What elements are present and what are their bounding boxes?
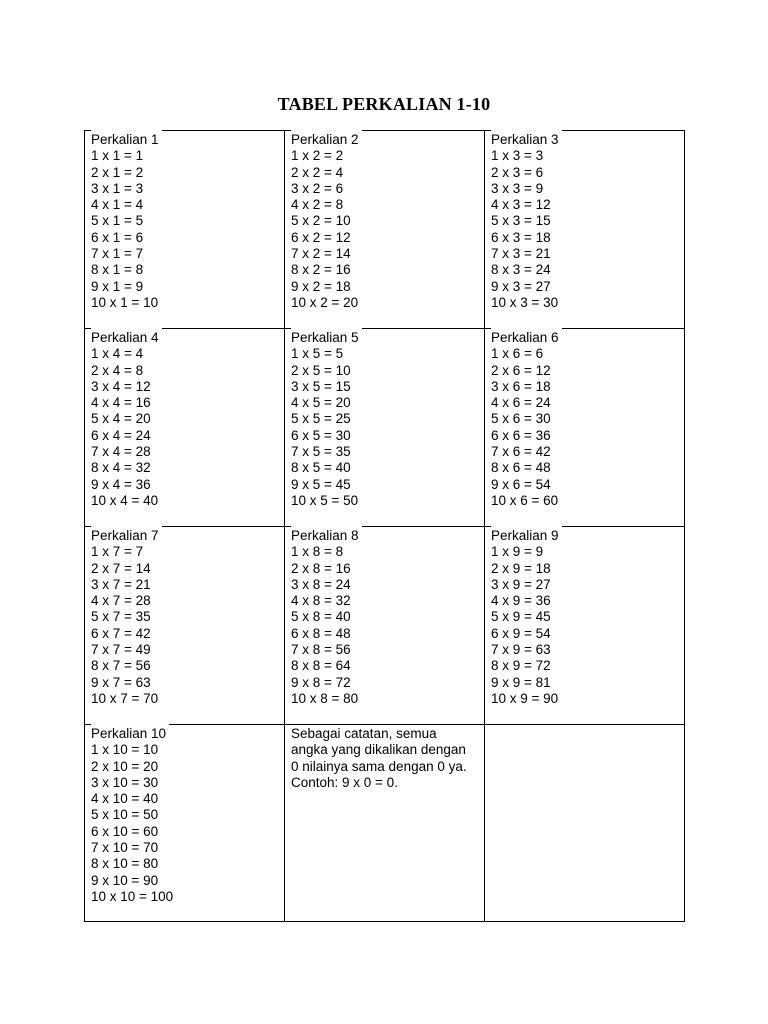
table-row: 5 x 7 = 35 <box>91 609 151 625</box>
table-row: 3 x 1 = 3 <box>91 180 144 196</box>
table-row: 5 x 2 = 10 <box>291 213 351 229</box>
table-row: 5 x 6 = 30 <box>491 411 551 427</box>
table-row: 1 x 6 = 6 <box>491 346 544 362</box>
table-row: 1 x 3 = 3 <box>491 148 544 164</box>
note-cell <box>285 725 485 921</box>
table-row: 8 x 9 = 72 <box>491 658 551 674</box>
table-row: 4 x 8 = 32 <box>291 593 351 609</box>
table-row: 3 x 7 = 21 <box>91 576 151 592</box>
table-row: 7 x 8 = 56 <box>291 642 351 658</box>
table-row: 10 x 4 = 40 <box>91 492 159 508</box>
table-heading: Perkalian 10 <box>91 724 169 742</box>
table-row: 4 x 2 = 8 <box>291 197 344 213</box>
table-row: 2 x 3 = 6 <box>491 164 544 180</box>
table-row: 6 x 1 = 6 <box>91 229 144 245</box>
table-row: 9 x 6 = 54 <box>491 476 551 492</box>
table-heading: Perkalian 2 <box>291 130 362 148</box>
table-row: 1 x 7 = 7 <box>91 544 144 560</box>
table-cell-perkalian-3 <box>485 131 684 329</box>
table-row: 4 x 3 = 12 <box>491 197 551 213</box>
empty-cell <box>485 725 684 921</box>
table-row: 2 x 4 = 8 <box>91 362 144 378</box>
table-row: 5 x 9 = 45 <box>491 609 551 625</box>
table-cell-perkalian-5 <box>285 329 485 527</box>
table-row: 10 x 6 = 60 <box>491 492 559 508</box>
table-row: 3 x 9 = 27 <box>491 576 551 592</box>
table-row: 9 x 7 = 63 <box>91 674 151 690</box>
table-row: 2 x 2 = 4 <box>291 164 344 180</box>
table-row: 7 x 3 = 21 <box>491 246 551 262</box>
table-row: 3 x 2 = 6 <box>291 180 344 196</box>
table-row: 3 x 5 = 15 <box>291 378 351 394</box>
table-row: 3 x 4 = 12 <box>91 378 151 394</box>
table-row: 4 x 1 = 4 <box>91 197 144 213</box>
table-row: 8 x 7 = 56 <box>91 658 151 674</box>
table-cell-perkalian-4 <box>85 329 285 527</box>
table-row: 8 x 2 = 16 <box>291 262 351 278</box>
table-row: 8 x 6 = 48 <box>491 460 551 476</box>
table-row: 2 x 1 = 2 <box>91 164 144 180</box>
table-row: 4 x 6 = 24 <box>491 395 551 411</box>
table-row: 2 x 8 = 16 <box>291 560 351 576</box>
table-row: 7 x 9 = 63 <box>491 642 551 658</box>
table-row: 1 x 2 = 2 <box>291 148 344 164</box>
table-cell-perkalian-8 <box>285 527 485 725</box>
table-row: 7 x 5 = 35 <box>291 444 351 460</box>
table-row: 10 x 8 = 80 <box>291 690 359 706</box>
multiplication-table-grid <box>84 130 685 922</box>
table-heading: Perkalian 7 <box>91 526 162 544</box>
table-cell-perkalian-6 <box>485 329 684 527</box>
table-row: 9 x 9 = 81 <box>491 674 551 690</box>
table-heading: Perkalian 1 <box>91 130 162 148</box>
table-row: 6 x 3 = 18 <box>491 229 551 245</box>
table-cell-perkalian-1 <box>85 131 285 329</box>
table-row: 5 x 5 = 25 <box>291 411 351 427</box>
table-row: 7 x 1 = 7 <box>91 246 144 262</box>
table-row: 5 x 8 = 40 <box>291 609 351 625</box>
table-row: 9 x 5 = 45 <box>291 476 351 492</box>
table-row: 4 x 9 = 36 <box>491 593 551 609</box>
table-row: 2 x 7 = 14 <box>91 560 151 576</box>
table-row: 10 x 2 = 20 <box>291 294 359 310</box>
table-row: 1 x 9 = 9 <box>491 544 544 560</box>
table-row: 1 x 10 = 10 <box>91 742 159 758</box>
table-row: 4 x 10 = 40 <box>91 791 159 807</box>
table-row: 7 x 6 = 42 <box>491 444 551 460</box>
table-row: 3 x 6 = 18 <box>491 378 551 394</box>
table-row: 8 x 3 = 24 <box>491 262 551 278</box>
table-row: 6 x 7 = 42 <box>91 625 151 641</box>
table-cell-perkalian-10 <box>85 725 285 921</box>
note-text: Sebagai catatan, semua angka yang dikalikan dengan 0 nilainya sama dengan 0 ya. Contoh: 9 x 0 = 0. <box>291 726 467 790</box>
table-row: 2 x 9 = 18 <box>491 560 551 576</box>
table-heading: Perkalian 5 <box>291 328 362 346</box>
table-row: 10 x 1 = 10 <box>91 294 159 310</box>
table-heading: Perkalian 3 <box>491 130 562 148</box>
table-row: 5 x 3 = 15 <box>491 213 551 229</box>
table-row: 6 x 10 = 60 <box>91 823 159 839</box>
page-title: TABEL PERKALIAN 1-10 <box>277 94 491 114</box>
table-row: 10 x 9 = 90 <box>491 690 559 706</box>
table-cell-perkalian-2 <box>285 131 485 329</box>
table-row: 10 x 7 = 70 <box>91 690 159 706</box>
table-row: 2 x 6 = 12 <box>491 362 551 378</box>
table-row: 4 x 5 = 20 <box>291 395 351 411</box>
table-row: 6 x 6 = 36 <box>491 427 551 443</box>
table-row: 6 x 9 = 54 <box>491 625 551 641</box>
table-row: 9 x 8 = 72 <box>291 674 351 690</box>
table-row: 3 x 3 = 9 <box>491 180 544 196</box>
table-cell-perkalian-7 <box>85 527 285 725</box>
table-heading: Perkalian 4 <box>91 328 162 346</box>
table-heading: Perkalian 6 <box>491 328 562 346</box>
table-row: 3 x 10 = 30 <box>91 774 159 790</box>
table-row: 9 x 10 = 90 <box>91 872 159 888</box>
table-heading: Perkalian 9 <box>491 526 562 544</box>
table-row: 6 x 4 = 24 <box>91 427 151 443</box>
table-row: 7 x 10 = 70 <box>91 840 159 856</box>
table-row: 1 x 8 = 8 <box>291 544 344 560</box>
table-row: 8 x 8 = 64 <box>291 658 351 674</box>
table-row: 3 x 8 = 24 <box>291 576 351 592</box>
table-row: 10 x 3 = 30 <box>491 294 559 310</box>
table-row: 8 x 5 = 40 <box>291 460 351 476</box>
table-row: 7 x 2 = 14 <box>291 246 351 262</box>
table-row: 5 x 4 = 20 <box>91 411 151 427</box>
table-heading: Perkalian 8 <box>291 526 362 544</box>
table-row: 2 x 10 = 20 <box>91 758 159 774</box>
table-row: 9 x 1 = 9 <box>91 278 144 294</box>
table-row: 5 x 10 = 50 <box>91 807 159 823</box>
table-row: 7 x 4 = 28 <box>91 444 151 460</box>
table-row: 4 x 7 = 28 <box>91 593 151 609</box>
table-row: 1 x 1 = 1 <box>91 148 144 164</box>
table-row: 6 x 2 = 12 <box>291 229 351 245</box>
table-row: 9 x 2 = 18 <box>291 278 351 294</box>
table-row: 7 x 7 = 49 <box>91 642 151 658</box>
table-row: 1 x 4 = 4 <box>91 346 144 362</box>
table-row: 8 x 10 = 80 <box>91 856 159 872</box>
table-row: 4 x 4 = 16 <box>91 395 151 411</box>
table-row: 10 x 5 = 50 <box>291 492 359 508</box>
table-row: 6 x 8 = 48 <box>291 625 351 641</box>
table-row: 1 x 5 = 5 <box>291 346 344 362</box>
table-row: 10 x 10 = 100 <box>91 888 174 904</box>
table-row: 2 x 5 = 10 <box>291 362 351 378</box>
table-row: 9 x 4 = 36 <box>91 476 151 492</box>
table-row: 8 x 1 = 8 <box>91 262 144 278</box>
table-row: 5 x 1 = 5 <box>91 213 144 229</box>
table-cell-perkalian-9 <box>485 527 684 725</box>
table-row: 8 x 4 = 32 <box>91 460 151 476</box>
table-row: 9 x 3 = 27 <box>491 278 551 294</box>
table-row: 6 x 5 = 30 <box>291 427 351 443</box>
